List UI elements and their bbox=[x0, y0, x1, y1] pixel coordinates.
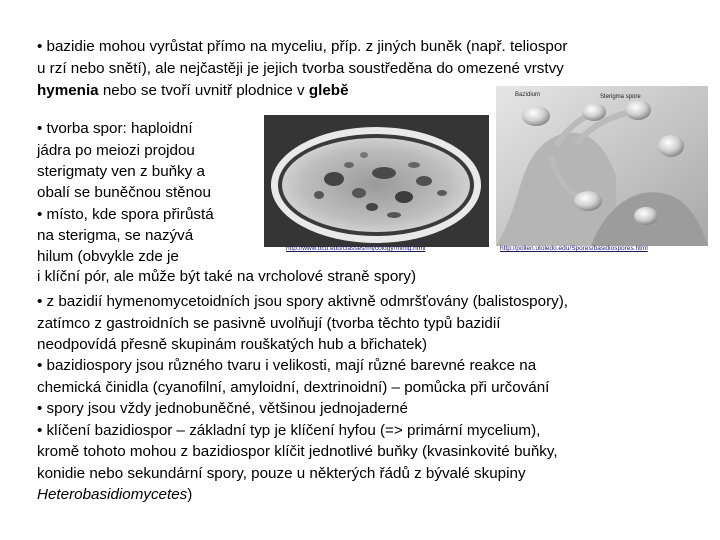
term-gleba: glebě bbox=[308, 82, 349, 99]
tem-micrograph-drawing bbox=[264, 115, 489, 247]
discharge-line-1: • z bazidií hymenomycetoidních jsou spory aktivně odmršťovány (balistospory), bbox=[37, 293, 568, 310]
spore-formation-line-1: • tvorba spor: haploidní bbox=[37, 120, 193, 137]
discharge-line-2: zatímco z gastroidních se pasivně uvolňují (tvorba těchto typů bazidií bbox=[37, 315, 501, 332]
sem-micrograph-image bbox=[496, 86, 708, 246]
shape-line-1: • bazidiospory jsou různého tvaru i velikosti, mají různé barevné reakce na bbox=[37, 357, 537, 374]
shape-line-2: chemická činidla (cyanofilní, amyloidní, dextrinoidní) – pomůcka při určování bbox=[37, 379, 550, 396]
taxon-heterobasidiomycetes: Heterobasidiomycetes bbox=[37, 486, 188, 503]
intro-line-2: u rzí nebo snětí), ale nejčastěji je jejich tvorba soustředěna do omezené vrstvy bbox=[37, 60, 564, 77]
intro-line-3 bbox=[37, 80, 349, 102]
spore-formation-line-2: jádra po meiozi projdou bbox=[37, 142, 195, 159]
sem-micrograph-drawing bbox=[496, 86, 708, 246]
germination-line-4-end: ) bbox=[187, 486, 193, 503]
label-sterigma: Sterigma spore bbox=[600, 94, 641, 100]
germination-line-2: kromě tohoto mohou z bazidiospor klíčit jednotlivé buňky (kvasinkovité buňky, bbox=[37, 443, 558, 460]
discharge-line-3: neodpovídá přesně skupinám rouškatých hub a břichatek) bbox=[37, 336, 428, 353]
unicellular-line: • spory jsou vždy jednobuněčné, většinou jednojaderné bbox=[37, 400, 408, 417]
label-basidium: Bazídium bbox=[515, 92, 541, 98]
spore-formation-line-4: obalí se buněčnou stěnou bbox=[37, 184, 211, 201]
germination-line-1: • klíčení bazidiospor – základní typ je klíčení hyfou (=> primární mycelium), bbox=[37, 422, 541, 439]
right-image-source-link[interactable]: http://pollen.utoledo.edu/Spores/basidiospores.html bbox=[500, 245, 648, 252]
term-hymenia: hymenia bbox=[37, 82, 99, 99]
germination-line-4 bbox=[37, 484, 192, 506]
spore-formation-line-5: • místo, kde spora přirůstá bbox=[37, 206, 214, 223]
tem-micrograph-image bbox=[264, 115, 489, 247]
intro-line-3-mid: nebo se tvoří uvnitř plodnice v bbox=[98, 82, 309, 99]
intro-line-1: • bazidie mohou vyrůstat přímo na myceliu, příp. z jiných buněk (např. teliospor bbox=[37, 38, 568, 55]
spore-formation-line-3: sterigmaty ven z buňky a bbox=[37, 163, 205, 180]
spore-formation-line-7: hilum (obvykle zde je bbox=[37, 248, 179, 265]
left-image-source-link[interactable]: http://www.bcu.edu/classes/mycology/mimg.html bbox=[286, 245, 426, 252]
spore-formation-line-8: i klíční pór, ale může být také na vrcholové straně spory) bbox=[37, 268, 417, 285]
germination-line-3: konidie nebo sekundární spory, pouze u některých řádů z bývalé skupiny bbox=[37, 465, 526, 482]
spore-formation-line-6: na sterigma, se nazývá bbox=[37, 227, 194, 244]
